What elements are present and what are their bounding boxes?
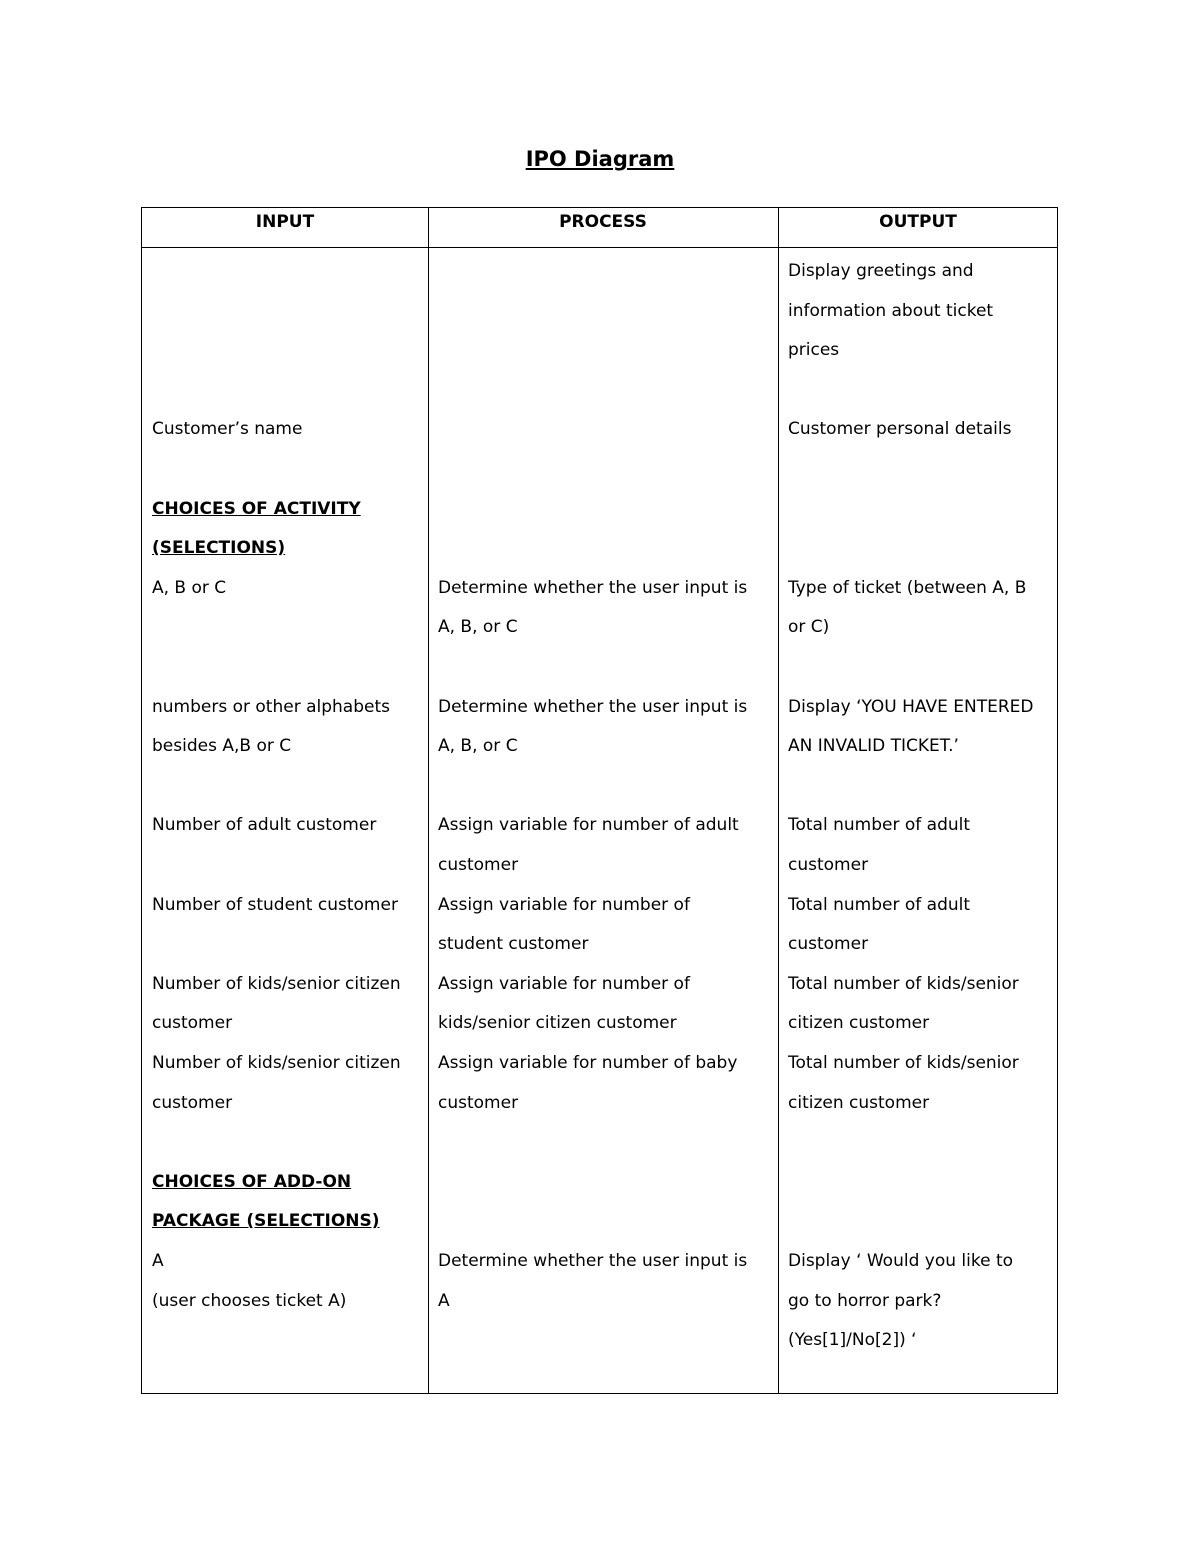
output-cell-line: prices (788, 340, 840, 361)
output-cell-line: Total number of kids/senior (788, 1053, 1019, 1073)
header-output: OUTPUT (879, 212, 957, 232)
input-cell-line: besides A,B or C (152, 736, 292, 757)
output-cell-line: or C) (788, 617, 830, 638)
process-cell-line: Assign variable for number of adult (438, 815, 739, 836)
process-cell-line: Assign variable for number of (438, 894, 690, 915)
input-cell-line: numbers or other alphabets (152, 696, 390, 717)
process-cell-line: A, B, or C (438, 617, 518, 638)
input-cell-line: A (152, 1251, 164, 1271)
output-cell-line: Customer personal details (788, 419, 1012, 440)
page-title: IPO Diagram (525, 147, 675, 171)
output-cell-line: Display ‘YOU HAVE ENTERED (788, 696, 1034, 717)
input-cell-line: Number of student customer (152, 894, 398, 915)
output-cell-line: Display ‘ Would you like to (788, 1251, 1014, 1271)
input-cell-line: customer (152, 1092, 233, 1113)
process-cell-line: Assign variable for number of (438, 973, 690, 994)
input-cell-line: Number of kids/senior citizen (152, 1053, 401, 1073)
output-cell-line: information about ticket (788, 300, 994, 321)
ipo-table (141, 207, 1058, 1394)
output-cell-line: Total number of adult (788, 894, 971, 915)
header-divider (142, 247, 1057, 248)
process-cell-line: A (438, 1290, 450, 1311)
process-cell-line: A, B, or C (438, 736, 518, 757)
process-cell-line: customer (438, 855, 519, 875)
output-cell-line: Total number of kids/senior (788, 973, 1019, 994)
input-cell-line: Number of adult customer (152, 815, 377, 836)
output-cell-line: AN INVALID TICKET.’ (788, 736, 959, 757)
output-cell-line: customer (788, 934, 869, 955)
output-cell-line: Type of ticket (between A, B (788, 577, 1027, 598)
process-cell-line: kids/senior citizen customer (438, 1013, 677, 1034)
output-cell-line: citizen customer (788, 1092, 930, 1113)
input-cell-line: Customer’s name (152, 419, 303, 440)
column-divider (428, 208, 429, 1393)
process-cell-line: Assign variable for number of baby (438, 1053, 738, 1073)
process-cell-line: Determine whether the user input is (438, 1251, 748, 1271)
output-cell-line: customer (788, 855, 869, 875)
output-cell-line: Total number of adult (788, 815, 971, 836)
header-input: INPUT (255, 212, 315, 232)
input-cell-line: A, B or C (152, 577, 227, 598)
output-cell-line: citizen customer (788, 1013, 930, 1034)
input-cell-line: (user chooses ticket A) (152, 1290, 347, 1311)
input-cell-line: Number of kids/senior citizen (152, 973, 401, 994)
output-cell-line: (Yes[1]/No[2]) ‘ (788, 1330, 917, 1351)
input-cell-line: customer (152, 1013, 233, 1034)
input-cell-line: CHOICES OF ACTIVITY (152, 498, 361, 519)
input-cell-line: CHOICES OF ADD-ON (152, 1171, 352, 1192)
process-cell-line: Determine whether the user input is (438, 696, 748, 717)
process-cell-line: Determine whether the user input is (438, 577, 748, 598)
process-cell-line: customer (438, 1092, 519, 1113)
output-cell-line: Display greetings and (788, 261, 974, 281)
process-cell-line: student customer (438, 934, 589, 955)
input-cell-line: PACKAGE (SELECTIONS) (152, 1211, 380, 1232)
output-cell-line: go to horror park? (788, 1290, 942, 1311)
column-divider (778, 208, 779, 1393)
input-cell-line: (SELECTIONS) (152, 538, 286, 559)
header-process: PROCESS (559, 212, 647, 232)
